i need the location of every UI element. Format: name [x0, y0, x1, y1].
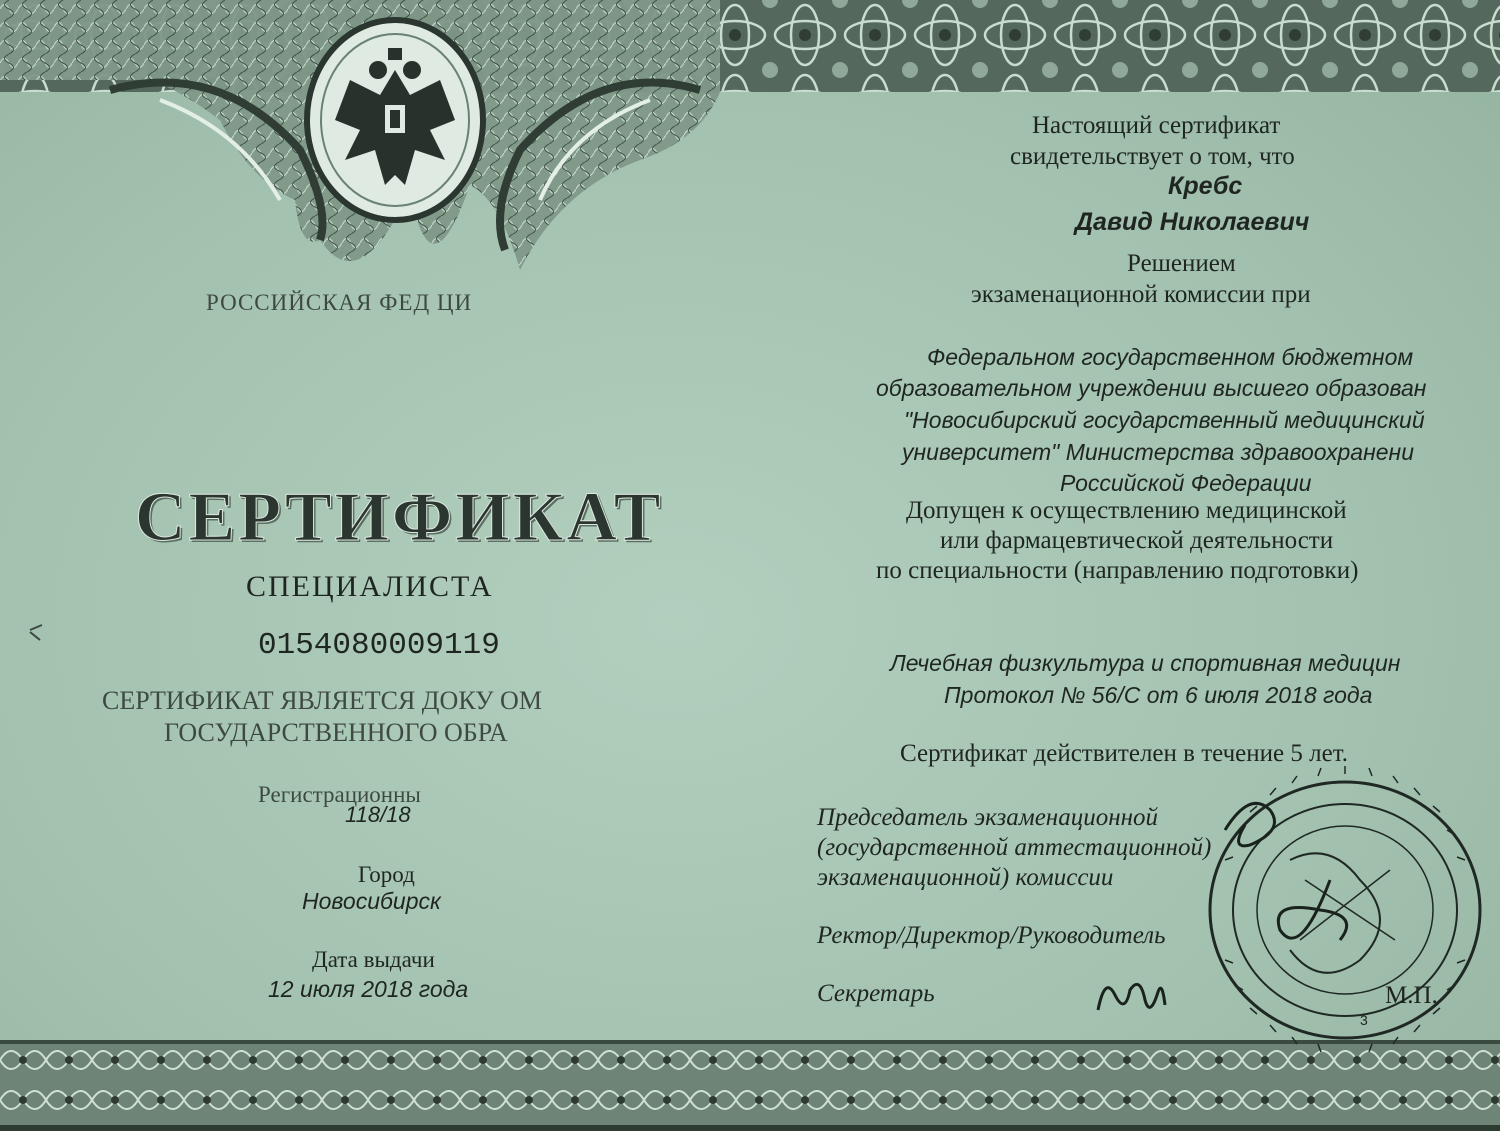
- certificate-title: СЕРТИФИКАТ: [135, 479, 664, 556]
- admission-line: Допущен к осуществлению медицинской: [906, 497, 1347, 524]
- holder-surname: Кребс: [1168, 172, 1243, 200]
- secretary-signature: [1098, 984, 1165, 1010]
- city-value: Новосибирск: [302, 888, 441, 914]
- institution-line: Российской Федерации: [1060, 470, 1312, 496]
- document-note-line1: СЕРТИФИКАТ ЯВЛЯЕТСЯ ДОКУ ОМ: [102, 686, 542, 715]
- chairman-title-line: Председатель экзаменационной: [817, 804, 1159, 831]
- validity-statement: Сертификат действителен в течение 5 лет.: [900, 740, 1348, 767]
- document-note-line2: ГОСУДАРСТВЕННОГО ОБРА: [164, 718, 508, 747]
- city-label: Город: [358, 862, 415, 887]
- registration-label: Регистрационны: [258, 782, 421, 807]
- rector-label: Ректор/Директор/Руководитель: [817, 922, 1166, 949]
- holder-given-names: Давид Николаевич: [1075, 208, 1310, 236]
- protocol-reference: Протокол № 56/С от 6 июля 2018 года: [944, 682, 1373, 708]
- decision-line-2: экзаменационной комиссии при: [971, 281, 1311, 308]
- stamp-place-mark: М.П.: [1385, 982, 1438, 1009]
- page-number: 3: [1360, 1012, 1368, 1028]
- institution-line: "Новосибирский государственный медицинский: [904, 407, 1425, 433]
- country-label: РОССИЙСКАЯ ФЕД ЦИ: [206, 290, 473, 315]
- serial-number: 0154080009119: [258, 628, 500, 663]
- institution-line: образовательном учреждении высшего образован: [876, 375, 1427, 401]
- intro-line-2: свидетельствует о том, что: [1010, 143, 1295, 170]
- registration-number: 118/18: [345, 802, 411, 827]
- bottom-ornament-band: [0, 1040, 1500, 1131]
- admission-line: или фармацевтической деятельности: [940, 527, 1334, 554]
- institution-line: Федеральном государственном бюджетном: [927, 344, 1414, 370]
- chairman-title-line: экзаменационной) комиссии: [817, 864, 1114, 891]
- institution-line: университет" Министерства здравоохранени: [902, 439, 1414, 465]
- certificate-subtitle: СПЕЦИАЛИСТА: [246, 570, 494, 603]
- specialty-name: Лечебная физкультура и спортивная медицин: [890, 650, 1401, 676]
- decision-line-1: Решением: [1127, 250, 1236, 277]
- admission-line: по специальности (направлению подготовки): [876, 557, 1359, 584]
- secretary-label: Секретарь: [817, 980, 935, 1007]
- issue-date-label: Дата выдачи: [312, 947, 435, 972]
- round-seal-stamp: [1210, 766, 1480, 1052]
- chairman-title-line: (государственной аттестационной): [817, 834, 1212, 861]
- intro-line-1: Настоящий сертификат: [1032, 112, 1281, 139]
- issue-date-value: 12 июля 2018 года: [268, 976, 469, 1002]
